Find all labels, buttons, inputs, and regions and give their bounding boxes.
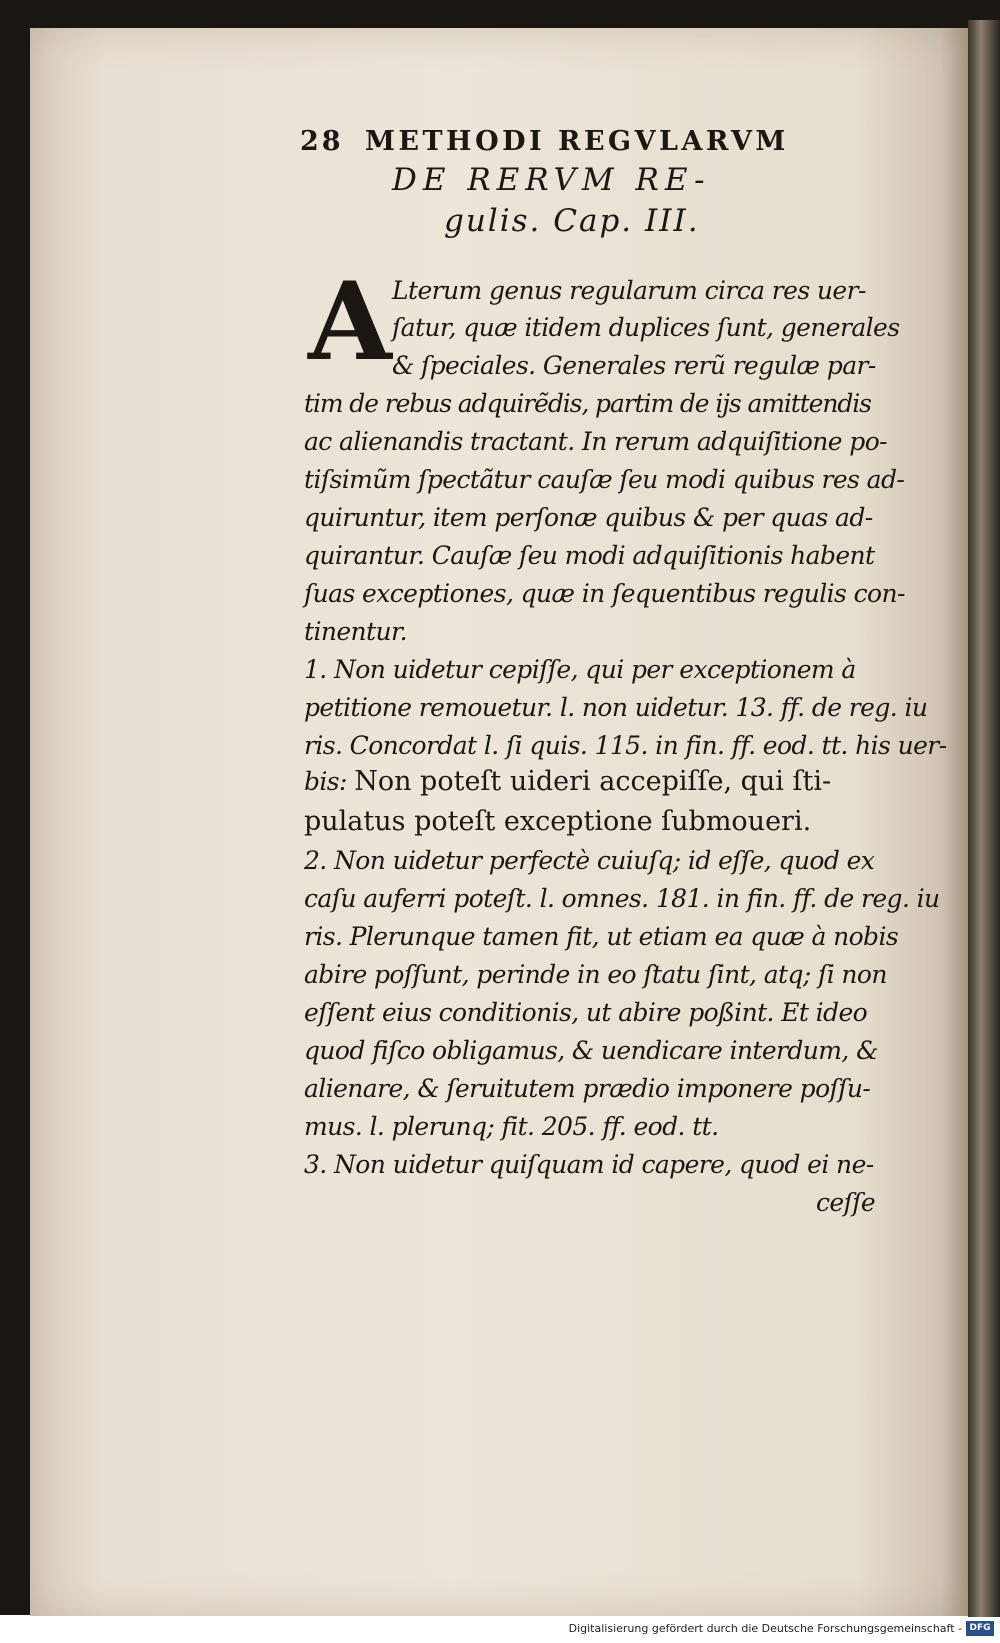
text-line: ris. Plerunque tamen fit, ut etiam ea quæ à nobis: [304, 922, 899, 951]
text-line: 2. Non uidetur perfectè cuiuſq; id eſſe, quod ex: [304, 846, 875, 875]
text-line: caſu auferri poteſt. l. omnes. 181. in fin. ff. de reg. iu: [304, 884, 940, 913]
catchword: ceſſe: [816, 1188, 876, 1217]
text-line: mus. l. plerunq; fit. 205. ff. eod. tt.: [304, 1112, 719, 1141]
chapter-title-line1: DE RERVM RE-: [392, 162, 711, 198]
text-line: ſatur, quæ itidem duplices ſunt, generales: [392, 313, 900, 342]
text-line: 3. Non uidetur quiſquam id capere, quod ei ne-: [304, 1150, 874, 1179]
text-line: quod fiſco obligamus, & uendicare interdum, &: [304, 1036, 878, 1065]
text-line: ac alienandis tractant. In rerum adquiſitione po-: [304, 427, 887, 456]
drop-cap: A: [308, 259, 392, 385]
text-line: ſuas exceptiones, quæ in ſequentibus regulis con-: [304, 579, 905, 608]
digitization-footer: [0, 1617, 1000, 1643]
footer-credit: Digitalisierung gefördert durch die Deutsche Forschungsgemeinschaft -: [568, 1622, 962, 1635]
text-line: pulatus poteſt exceptione ſubmoueri.: [304, 806, 812, 837]
text-line: 1. Non uidetur cepiſſe, qui per exceptionem à: [304, 655, 856, 684]
text-line: abire poſſunt, perinde in eo ſtatu ſint, atq; ſi non: [304, 960, 887, 989]
dfg-logo: DFG: [966, 1621, 994, 1636]
chapter-title-line2: gulis. Cap. III.: [444, 203, 700, 239]
running-head: METHODI REGVLARVM: [365, 126, 789, 157]
text-line: tim de rebus adquirẽdis, partim de ijs amittendis: [304, 389, 871, 418]
text-line: & ſpeciales. Generales rerũ regulæ par-: [392, 351, 876, 380]
book-spine: [968, 20, 1000, 1620]
text-line-mixed: [304, 766, 831, 797]
text-fragment: bis:: [304, 767, 355, 796]
text-line: eſſent eius conditionis, ut abire poßint. Et ideo: [304, 998, 868, 1027]
page-number: 28: [300, 126, 344, 157]
text-line: tiſsimũm ſpectãtur cauſæ ſeu modi quibus res ad-: [304, 465, 905, 494]
text-line: quirantur. Cauſæ ſeu modi adquiſitionis habent: [304, 541, 875, 570]
text-line: alienare, & ſeruitutem prædio imponere poſſu-: [304, 1074, 871, 1103]
text-line: ris. Concordat l. ſi quis. 115. in fin. ff. eod. tt. his uer-: [304, 731, 947, 760]
text-line: quiruntur, item perſonæ quibus & per quas ad-: [304, 503, 873, 532]
text-line: petitione remouetur. l. non uidetur. 13. ff. de reg. iu: [304, 693, 928, 722]
text-line: Lterum genus regularum circa res uer-: [392, 276, 866, 305]
roman-phrase: Non poteſt uideri accepiſſe, qui ſti-: [354, 766, 832, 797]
text-line: tinentur.: [304, 617, 407, 646]
